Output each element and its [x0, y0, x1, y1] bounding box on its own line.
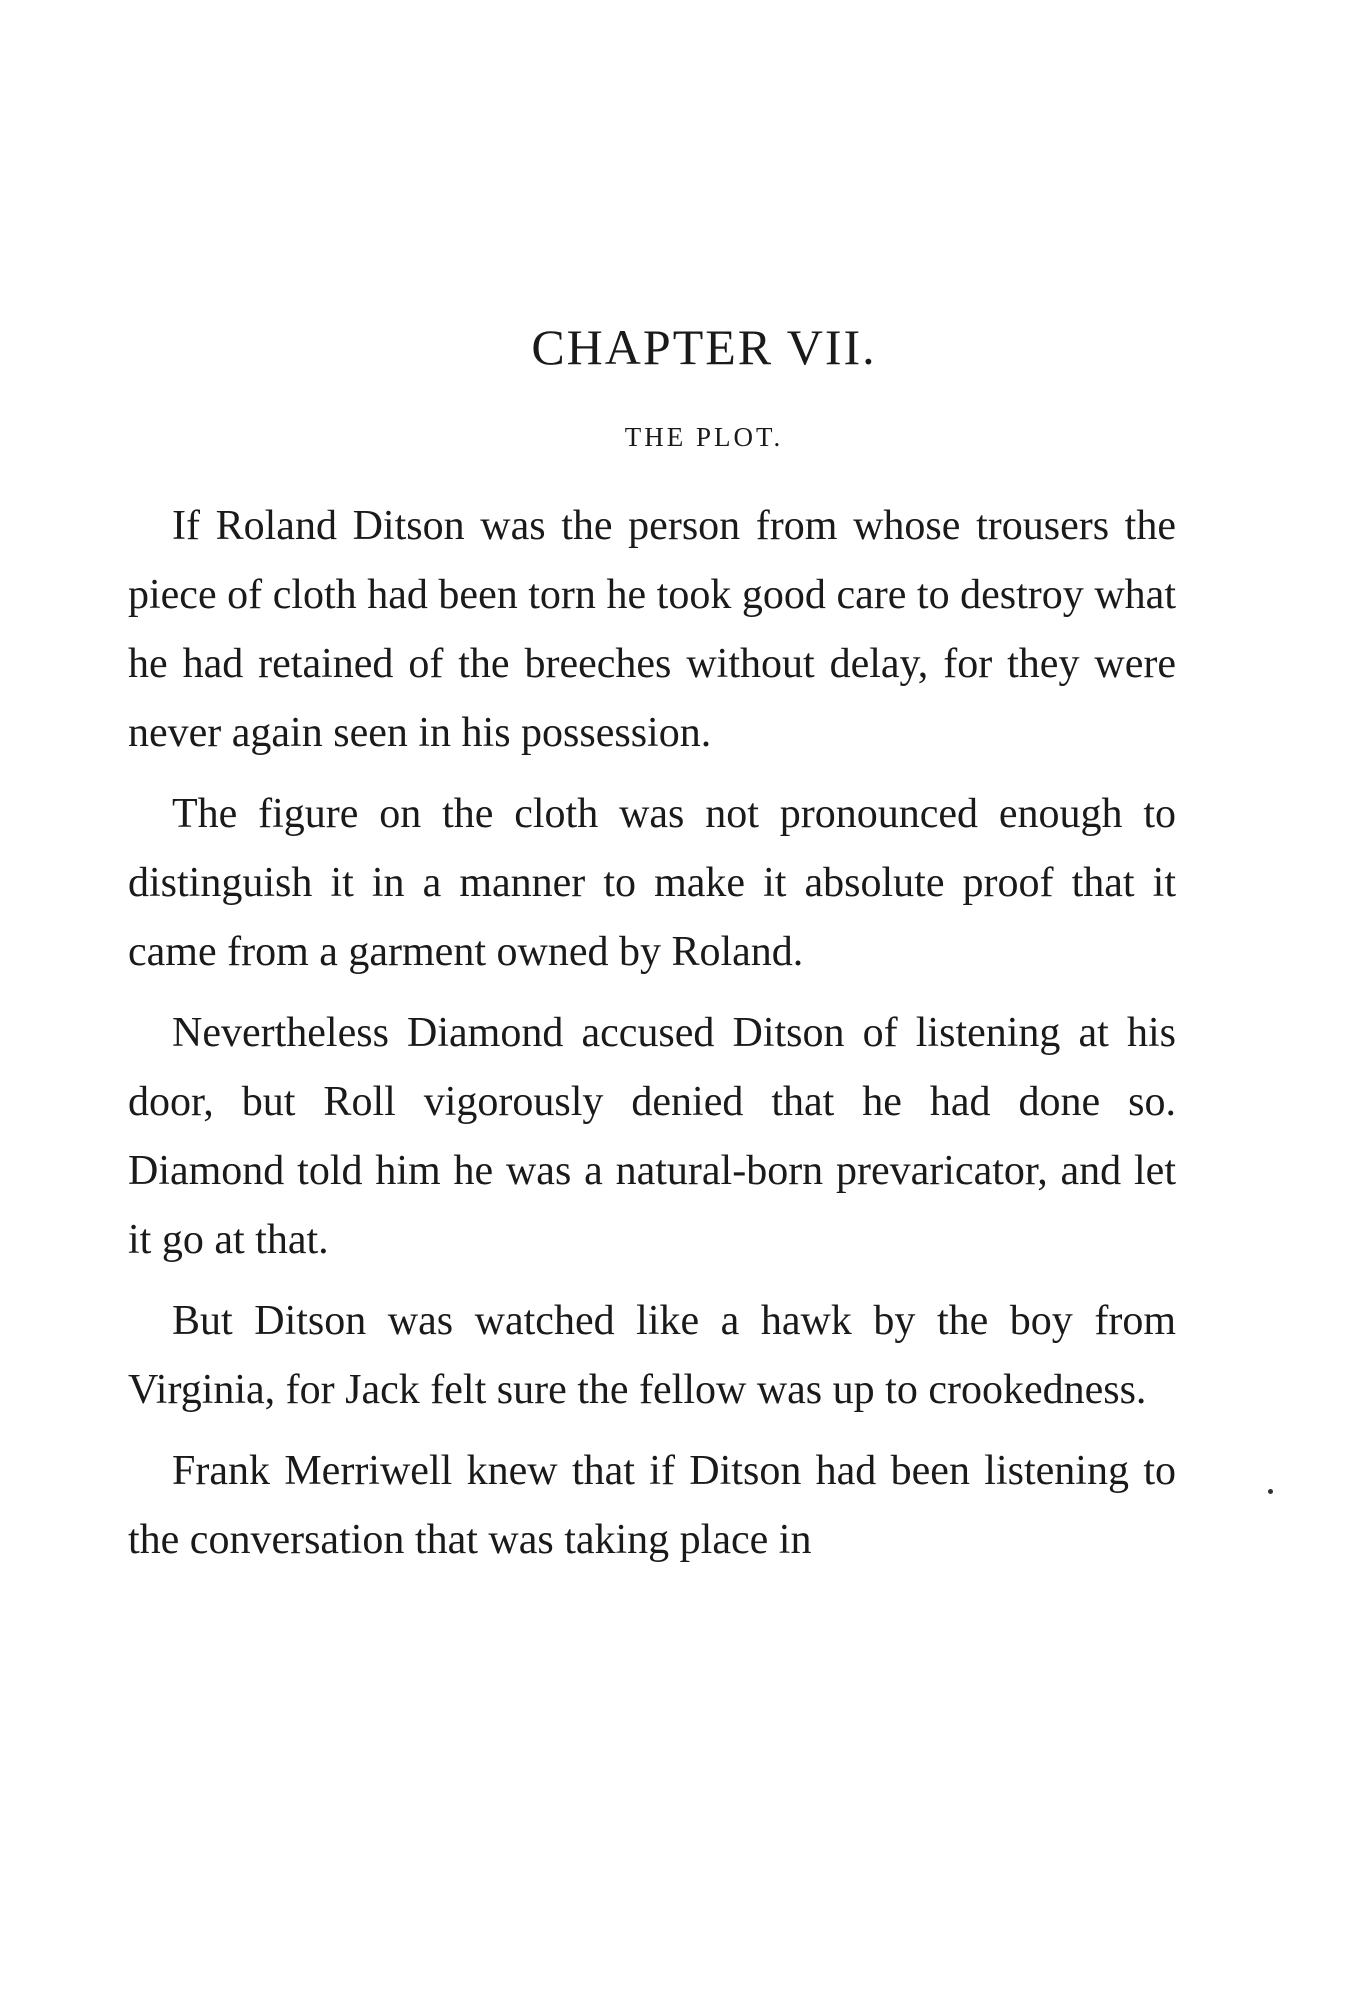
paragraph: If Roland Ditson was the person from whose trousers the piece of cloth had been torn he took good care to destroy what he had retained of the breeches without delay, for they were never again seen in his possession.	[128, 503, 1176, 756]
paragraph: The figure on the cloth was not pronounced enough to distinguish it in a manner to make it absolute proof that it came from a garment owned by Roland.	[128, 791, 1176, 975]
paragraph: But Ditson was watched like a hawk by the boy from Virginia, for Jack felt sure the fellow was up to crookedness.	[128, 1298, 1176, 1413]
body-text	[128, 492, 1176, 1587]
ink-speck	[1268, 1489, 1273, 1494]
paragraph: Frank Merriwell knew that if Ditson had been listening to the conversation that was taking place in	[128, 1448, 1176, 1563]
chapter-heading: CHAPTER VII.	[531, 319, 877, 375]
paragraph: Nevertheless Diamond accused Ditson of listening at his door, but Roll vigorously denied that he had done so. Diamond told him he was a natural-born prevaricator, and let it go at that.	[128, 1010, 1176, 1263]
chapter-subtitle: THE PLOT.	[624, 422, 784, 452]
